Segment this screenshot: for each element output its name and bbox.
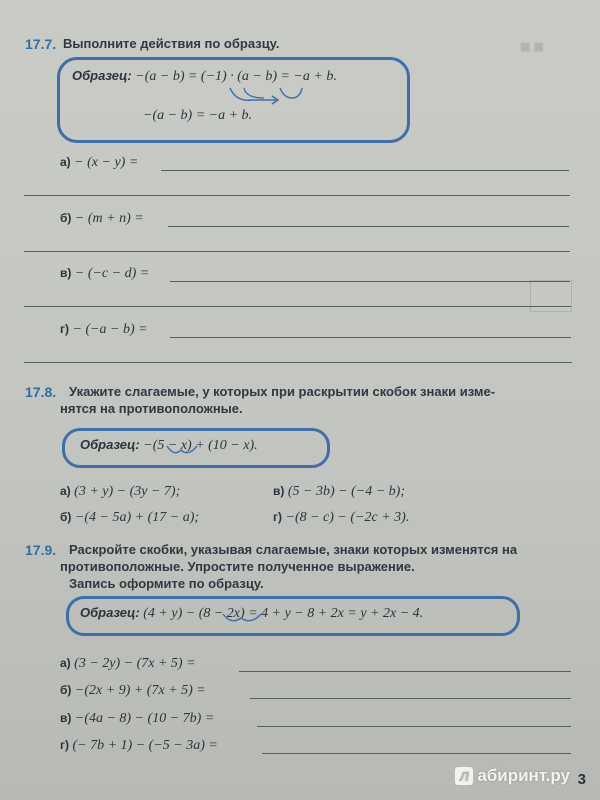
answer-line[interactable] xyxy=(170,281,570,282)
exercise-17-9-item-d: г) (− 7b + 1) − (−5 − 3a) = xyxy=(60,738,218,753)
answer-line[interactable] xyxy=(24,251,570,252)
answer-line[interactable] xyxy=(161,170,569,171)
exercise-17-8-item-d: г) −(8 − c) − (−2c + 3). xyxy=(273,510,410,525)
exercise-17-7-item-a: а) − (x − y) = xyxy=(60,155,139,170)
exercise-17-8-number: 17.8. xyxy=(25,384,57,400)
exercise-17-8-item-c: в) (5 − 3b) − (−4 − b); xyxy=(273,484,405,499)
answer-line[interactable] xyxy=(24,306,571,307)
exercise-17-9-task-line1: Раскройте скобки, указывая слагаемые, знаки которых изменятся на xyxy=(69,542,518,557)
exercise-17-9-sample: Образец: (4 + y) − (8 − 2x) = 4 + y − 8 + 2x = y + 2x − 4. xyxy=(80,605,424,621)
exercise-17-7-sample-line2: −(a − b) = −a + b. xyxy=(143,108,253,123)
exercise-17-9-task-line2: противоположные. Упростите полученное выражение. xyxy=(60,559,415,574)
answer-line[interactable] xyxy=(24,195,570,196)
exercise-17-9-number: 17.9. xyxy=(25,542,57,558)
exercise-17-7-task: Выполните действия по образцу. xyxy=(63,36,280,51)
exercise-17-7-item-d: г) − (−a − b) = xyxy=(60,322,148,337)
exercise-17-9-item-a: а) (3 − 2y) − (7x + 5) = xyxy=(60,656,196,671)
exercise-17-8-item-b: б) −(4 − 5a) + (17 − a); xyxy=(60,510,200,525)
sample-expression: −(a − b) = (−1) · (a − b) = −a + b. xyxy=(135,69,337,84)
exercise-17-9-item-b: б) −(2x + 9) + (7x + 5) = xyxy=(60,683,206,698)
sample-label: Образец: xyxy=(72,68,132,83)
exercise-17-9-item-c: в) −(4a − 8) − (10 − 7b) = xyxy=(60,711,215,726)
exercise-17-7-item-b: б) − (m + n) = xyxy=(60,211,144,226)
exercise-17-8-task-line1: Укажите слагаемые, у которых при раскрытии скобок знаки изме- xyxy=(69,384,496,399)
exercise-17-7-number: 17.7. xyxy=(25,36,57,52)
answer-line[interactable] xyxy=(24,362,572,363)
sign-change-arc-icon xyxy=(165,444,201,458)
exercise-17-8-item-a: а) (3 + y) − (3y − 7); xyxy=(60,484,181,499)
page-number: 3 xyxy=(577,771,586,788)
answer-line[interactable] xyxy=(170,337,571,338)
answer-line[interactable] xyxy=(262,753,571,754)
facing-page-ghost: ▦ ▦ xyxy=(520,41,544,53)
exercise-17-9-task-line3: Запись оформите по образцу. xyxy=(69,576,264,591)
answer-line[interactable] xyxy=(257,726,571,727)
sign-change-arc-icon xyxy=(221,612,265,626)
exercise-17-7-item-c: в) − (−c − d) = xyxy=(60,266,150,281)
exercise-17-7-sample-line1 xyxy=(72,68,337,85)
facing-page-ghost-box xyxy=(530,280,572,312)
exercise-17-8-sample: Образец: −(5 − x) + (10 − x). xyxy=(80,437,258,453)
labirint-watermark xyxy=(455,766,570,786)
exercise-17-8-task-line2: нятся на противоположные. xyxy=(60,401,243,416)
sign-change-arrows-icon xyxy=(224,86,314,108)
watermark-brand: абиринт.ру xyxy=(477,766,570,785)
answer-line[interactable] xyxy=(239,671,571,672)
labirint-logo-icon: Л xyxy=(455,767,473,785)
answer-line[interactable] xyxy=(168,226,569,227)
answer-line[interactable] xyxy=(250,698,571,699)
